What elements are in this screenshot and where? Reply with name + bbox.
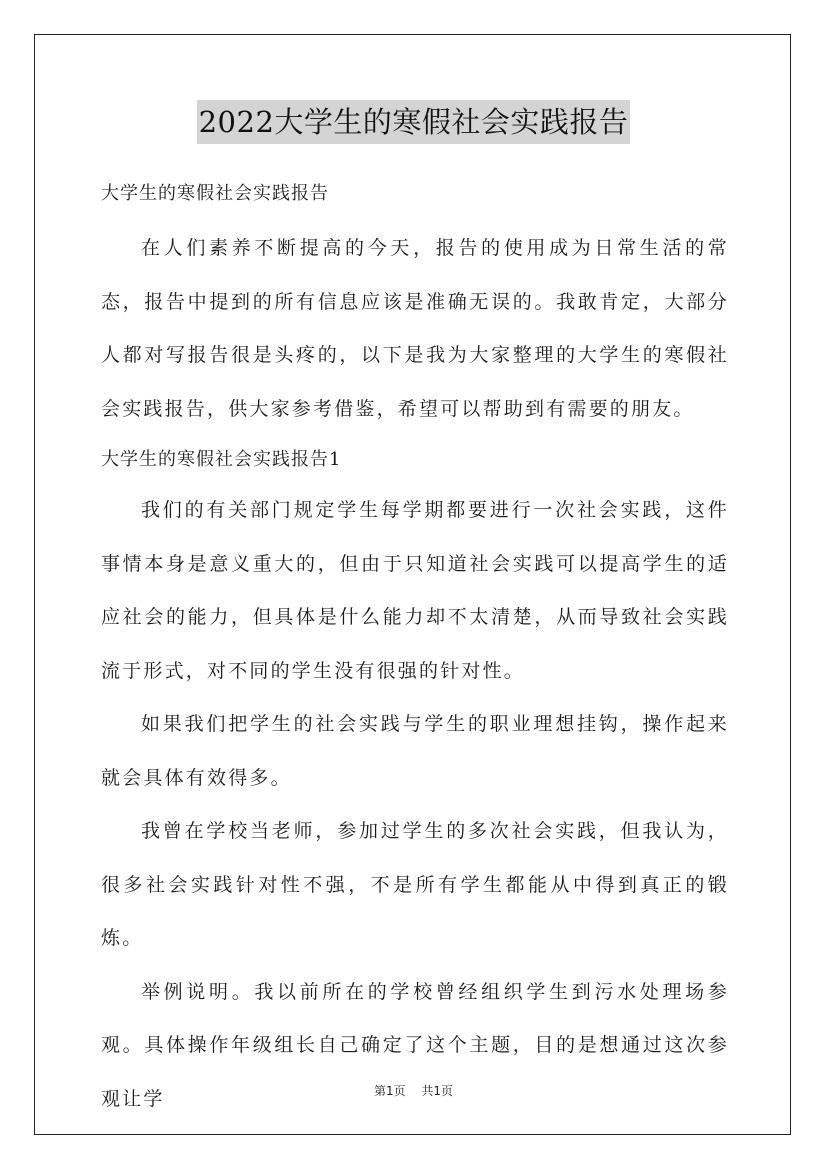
title-container	[0, 100, 827, 144]
body-paragraph-1: 我们的有关部门规定学生每学期都要进行一次社会实践，这件事情本身是意义重大的，但由于只知道社会实践可以提高学生的适应社会的能力，但具体是什么能力却不太清楚，从而导致社会实践流于形式，对不同的学生没有很强的针对性。	[101, 499, 729, 682]
intro-paragraph: 在人们素养不断提高的今天，报告的使用成为日常生活的常态，报告中提到的所有信息应该是准确无误的。我敢肯定，大部分人都对写报告很是头疼的，以下是我为大家整理的大学生的寒假社会实践报告，供大家参考借鉴，希望可以帮助到有需要的朋友。	[101, 237, 729, 420]
document-subtitle: 大学生的寒假社会实践报告	[101, 183, 329, 204]
page-footer	[0, 1082, 827, 1099]
document-title: 2022大学生的寒假社会实践报告	[197, 100, 631, 144]
body-paragraph-2: 如果我们把学生的社会实践与学生的职业理想挂钩，操作起来就会具体有效得多。	[101, 713, 729, 789]
document-body	[101, 170, 729, 1126]
page-total: 共1页	[421, 1084, 454, 1098]
page-number: 第1页	[373, 1084, 406, 1098]
section-heading: 大学生的寒假社会实践报告1	[101, 449, 342, 470]
body-paragraph-3: 我曾在学校当老师，参加过学生的多次社会实践，但我认为，很多社会实践针对性不强，不是所有学生都能从中得到真正的锻炼。	[101, 820, 729, 949]
body-paragraph-4: 举例说明。我以前所在的学校曾经组织学生到污水处理场参观。具体操作年级组长自己确定了这个主题，目的是想通过这次参观让学	[101, 980, 729, 1110]
